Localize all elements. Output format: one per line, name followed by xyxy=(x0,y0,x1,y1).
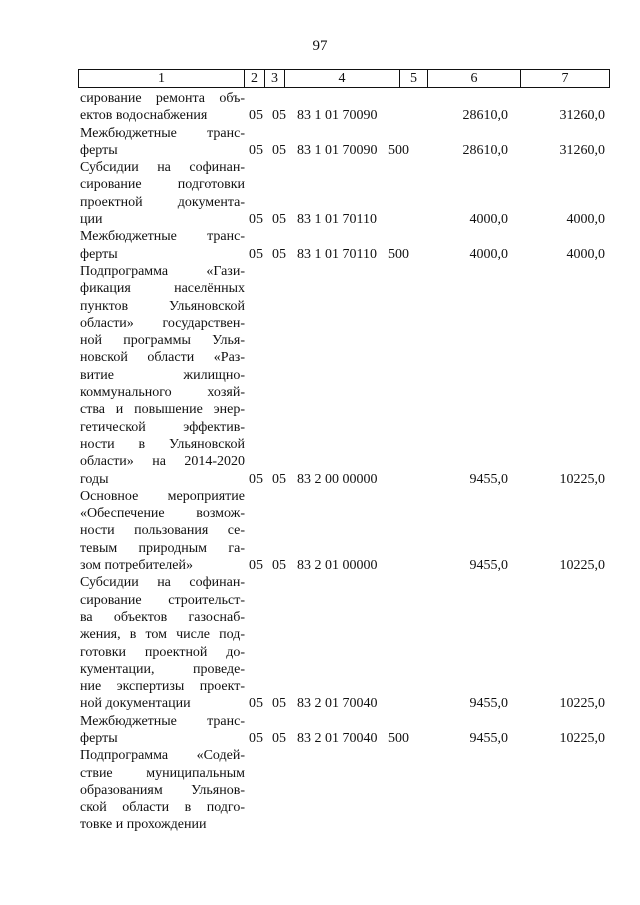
subsection-code: 05 xyxy=(272,108,286,124)
description-line: Межбюджетные транс- xyxy=(80,229,245,245)
description-line: годы xyxy=(80,471,109,487)
subsection-code: 05 xyxy=(272,558,286,574)
column-header-5: 5 xyxy=(400,70,428,88)
description-line: «Обеспечение возмож- xyxy=(80,506,245,522)
description-line: сирование ремонта объ- xyxy=(80,91,245,106)
column-header-3: 3 xyxy=(265,70,285,88)
amount-year-2: 4000,0 xyxy=(566,212,605,228)
description-line: ности в Ульяновской xyxy=(80,436,245,452)
target-article-code: 83 2 01 00000 xyxy=(297,558,378,574)
description-line: ции xyxy=(80,212,103,228)
subsection-code: 05 xyxy=(272,212,286,228)
amount-year-2: 31260,0 xyxy=(559,142,605,158)
description-line: проектной документа- xyxy=(80,194,245,210)
section-code: 05 xyxy=(249,142,263,158)
page-number: 97 xyxy=(312,38,328,54)
amount-year-2: 10225,0 xyxy=(559,696,605,712)
description-line: ной документации xyxy=(80,696,191,712)
table-row xyxy=(0,125,640,160)
description-line: ектов водоснабжения xyxy=(80,108,208,124)
description-line: кументации, проведе- xyxy=(80,661,245,677)
description-line: ства и повышение энер- xyxy=(80,402,245,418)
description-line: Межбюджетные транс- xyxy=(80,713,245,729)
table-row xyxy=(0,263,640,488)
subsection-code: 05 xyxy=(272,730,286,746)
description-line: ферты xyxy=(80,730,118,746)
expense-type-code: 500 xyxy=(388,142,409,158)
description-line: ской области в подго- xyxy=(80,800,245,816)
table-row xyxy=(0,574,640,712)
description-line: готовки проектной до- xyxy=(80,644,245,660)
target-article-code: 83 1 01 70110 xyxy=(297,212,377,228)
amount-year-2: 4000,0 xyxy=(566,246,605,262)
column-header-7: 7 xyxy=(521,70,610,88)
description-line: тевым природным га- xyxy=(80,540,245,556)
description-line: ствие муниципальным xyxy=(80,765,245,781)
description-line: Подпрограмма «Гази- xyxy=(80,263,245,279)
description-line: ва объектов газоснаб- xyxy=(80,609,245,625)
amount-year-1: 9455,0 xyxy=(469,730,508,746)
description-line: фикация населённых xyxy=(80,281,245,297)
description-line: жения, в том числе под- xyxy=(80,627,245,643)
description-line: гетической эффектив- xyxy=(80,419,245,435)
amount-year-2: 31260,0 xyxy=(559,108,605,124)
subsection-code: 05 xyxy=(272,246,286,262)
section-code: 05 xyxy=(249,212,263,228)
subsection-code: 05 xyxy=(272,142,286,158)
description-line: пунктов Ульяновской xyxy=(80,298,245,314)
budget-table-body xyxy=(0,90,640,834)
description-line: ние экспертизы проект- xyxy=(80,679,245,695)
description-line: ферты xyxy=(80,246,118,262)
section-code: 05 xyxy=(249,558,263,574)
target-article-code: 83 2 00 00000 xyxy=(297,471,378,487)
table-row xyxy=(0,228,640,263)
amount-year-1: 28610,0 xyxy=(462,108,508,124)
description-line: сирование строительст- xyxy=(80,592,245,608)
target-article-code: 83 1 01 70110 xyxy=(297,246,377,262)
column-header-row xyxy=(78,69,610,88)
description-line: Субсидии на софинан- xyxy=(80,160,245,176)
section-code: 05 xyxy=(249,730,263,746)
column-header-6: 6 xyxy=(428,70,521,88)
table-row xyxy=(0,713,640,748)
section-code: 05 xyxy=(249,246,263,262)
subsection-code: 05 xyxy=(272,471,286,487)
amount-year-1: 4000,0 xyxy=(469,212,508,228)
expense-type-code: 500 xyxy=(388,246,409,262)
amount-year-1: 9455,0 xyxy=(469,558,508,574)
column-header-2: 2 xyxy=(245,70,265,88)
table-row xyxy=(0,159,640,228)
target-article-code: 83 1 01 70090 xyxy=(297,142,378,158)
amount-year-1: 4000,0 xyxy=(469,246,508,262)
amount-year-1: 9455,0 xyxy=(469,696,508,712)
table-row xyxy=(0,488,640,574)
amount-year-2: 10225,0 xyxy=(559,471,605,487)
expense-type-code: 500 xyxy=(388,730,409,746)
table-row xyxy=(0,90,640,125)
section-code: 05 xyxy=(249,696,263,712)
target-article-code: 83 1 01 70090 xyxy=(297,108,378,124)
description-line: области» государствен- xyxy=(80,315,245,331)
column-header-1: 1 xyxy=(79,70,245,88)
description-line: зом потребителей» xyxy=(80,558,193,574)
description-line: коммунального хозяй- xyxy=(80,385,245,401)
description-line: ферты xyxy=(80,142,118,158)
description-line: Межбюджетные транс- xyxy=(80,125,245,141)
table-row xyxy=(0,747,640,833)
description-line: Основное мероприятие xyxy=(80,488,245,504)
section-code: 05 xyxy=(249,108,263,124)
description-line: товке и прохождении xyxy=(80,817,207,833)
description-line: Подпрограмма «Содей- xyxy=(80,748,245,764)
amount-year-1: 28610,0 xyxy=(462,142,508,158)
description-line: образованиям Ульянов- xyxy=(80,782,245,798)
description-line: витие жилищно- xyxy=(80,367,245,383)
amount-year-2: 10225,0 xyxy=(559,558,605,574)
amount-year-2: 10225,0 xyxy=(559,730,605,746)
section-code: 05 xyxy=(249,471,263,487)
target-article-code: 83 2 01 70040 xyxy=(297,696,378,712)
target-article-code: 83 2 01 70040 xyxy=(297,730,378,746)
description-line: ной программы Улья- xyxy=(80,333,245,349)
row-description xyxy=(80,263,245,488)
amount-year-1: 9455,0 xyxy=(469,471,508,487)
description-line: области» на 2014-2020 xyxy=(80,454,245,470)
description-line: ности пользования се- xyxy=(80,523,245,539)
row-description xyxy=(80,574,245,712)
subsection-code: 05 xyxy=(272,696,286,712)
description-line: сирование подготовки xyxy=(80,177,245,193)
column-header-4: 4 xyxy=(285,70,400,88)
description-line: новской области «Раз- xyxy=(80,350,245,366)
description-line: Субсидии на софинан- xyxy=(80,575,245,591)
